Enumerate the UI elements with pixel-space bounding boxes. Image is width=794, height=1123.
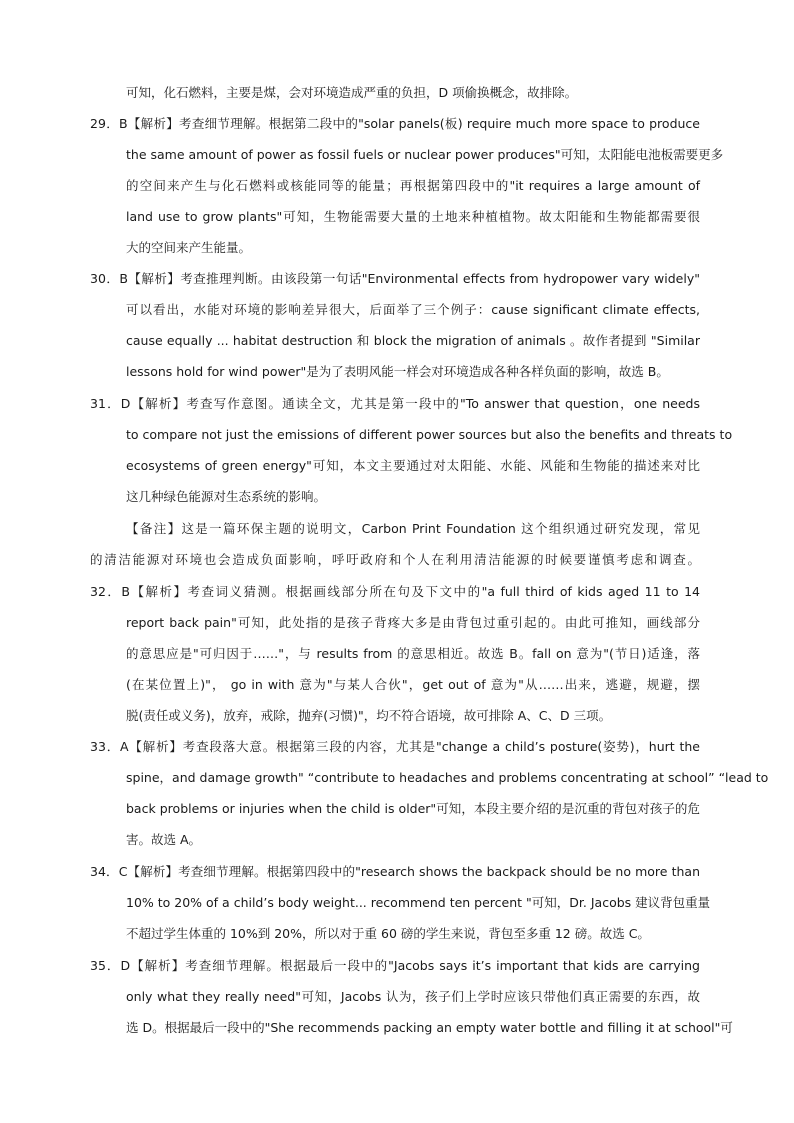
- paragraph-q33: [90, 731, 769, 855]
- text-line: (在某位置上)"， go in with 意为"与某人合伙"，get out of 意为"从……出来，逃避，规避，摆: [126, 677, 701, 692]
- text-line: 【备注】这是一篇环保主题的说明文，Carbon Print Foundation 这个组织通过研究发现，常见: [126, 521, 700, 536]
- text-line: 害。故选 A。: [126, 832, 202, 847]
- text-line: only what they really need"可知，Jacobs 认为，孩子们上学时应该只带他们真正需要的东西，故: [126, 989, 700, 1004]
- text-line: the same amount of power as fossil fuels or nuclear power produces"可知，太阳能电池板需要更多: [126, 147, 724, 162]
- text-line: land use to grow plants"可知，生物能需要大量的土地来种植植物。故太阳能和生物能都需要很: [126, 209, 700, 224]
- text-line: 的空间来产生与化石燃料或核能同等的能量；再根据第四段中的"it requires a large amount of: [126, 178, 700, 193]
- text-line: spine，and damage growth" “contribute to headaches and problems concentrating at school” “lead to: [126, 770, 769, 785]
- text-line: 选 D。根据最后一段中的"She recommends packing an empty water bottle and filling it at school"可: [126, 1020, 733, 1035]
- text-line: 10% to 20% of a child’s body weight... recommend ten percent "可知，Dr. Jacobs 建议背包重量: [126, 895, 711, 910]
- text-line: 30．B【解析】考查推理判断。由该段第一句话"Environmental effects from hydropower vary widely": [90, 271, 700, 286]
- text-line: 的清洁能源对环境也会造成负面影响，呼吁政府和个人在利用清洁能源的时候要谨慎考虑和调查。: [90, 552, 700, 567]
- paragraph-q35: [90, 950, 733, 1043]
- paragraph-q30: [90, 263, 700, 387]
- text-line: 不超过学生体重的 10%到 20%，所以对于重 60 磅的学生来说，背包至多重 12 磅。故选 C。: [126, 926, 650, 941]
- text-line: 可知，化石燃料，主要是煤，会对环境造成严重的负担，D 项偷换概念，故排除。: [126, 85, 578, 100]
- text-line: 大的空间来产生能量。: [126, 240, 252, 255]
- text-line: cause equally ... habitat destruction 和 block the migration of animals 。故作者提到 "Similar: [126, 333, 700, 348]
- text-line: 31．D【解析】考查写作意图。通读全文，尤其是第一段中的"To answer that question，one needs: [90, 396, 700, 411]
- text-line: to compare not just the emissions of different power sources but also the benefits and threats to: [126, 427, 733, 442]
- text-line: 脱(责任或义务)，放弃，戒除，抛弃(习惯)"，均不符合语境，故可排除 A、C、D 三项。: [126, 708, 612, 723]
- text-line: 的意思应是"可归因于……"，与 results from 的意思相近。故选 B。fall on 意为"(节日)适逢，落: [126, 646, 700, 661]
- text-line: 34．C【解析】考查细节理解。根据第四段中的"research shows the backpack should be no more than: [90, 864, 700, 879]
- text-line: 29．B【解析】考查细节理解。根据第二段中的"solar panels(板) require much more space to produce: [90, 116, 700, 131]
- paragraph-q29: [90, 108, 724, 263]
- text-line: 这几种绿色能源对生态系统的影响。: [126, 489, 327, 504]
- text-line: 35．D【解析】考查细节理解。根据最后一段中的"Jacobs says it’s important that kids are carrying: [90, 958, 700, 973]
- text-line: 33．A【解析】考查段落大意。根据第三段的内容，尤其是"change a child’s posture(姿势)，hurt the: [90, 739, 700, 754]
- text-line: report back pain"可知，此处指的是孩子背疼大多是由背包过重引起的。由此可推知，画线部分: [126, 615, 700, 630]
- paragraph-q31: [90, 388, 733, 512]
- text-line: ecosystems of green energy"可知，本文主要通过对太阳能、水能、风能和生物能的描述来对比: [126, 458, 700, 473]
- text-line: lessons hold for wind power"是为了表明风能一样会对环境造成各种各样负面的影响，故选 B。: [126, 364, 669, 379]
- paragraph-note: [90, 513, 700, 575]
- text-line: back problems or injuries when the child is older"可知，本段主要介绍的是沉重的背包对孩子的危: [126, 801, 700, 816]
- text-line: 32．B【解析】考查词义猜测。根据画线部分所在句及下文中的"a full third of kids aged 11 to 14: [90, 584, 700, 599]
- text-line: 可以看出，水能对环境的影响差异很大，后面举了三个例子：cause significant climate effects,: [126, 302, 700, 317]
- paragraph-q32: [90, 576, 700, 731]
- paragraph-q28-continuation: [90, 77, 700, 108]
- paragraph-q34: [90, 856, 711, 949]
